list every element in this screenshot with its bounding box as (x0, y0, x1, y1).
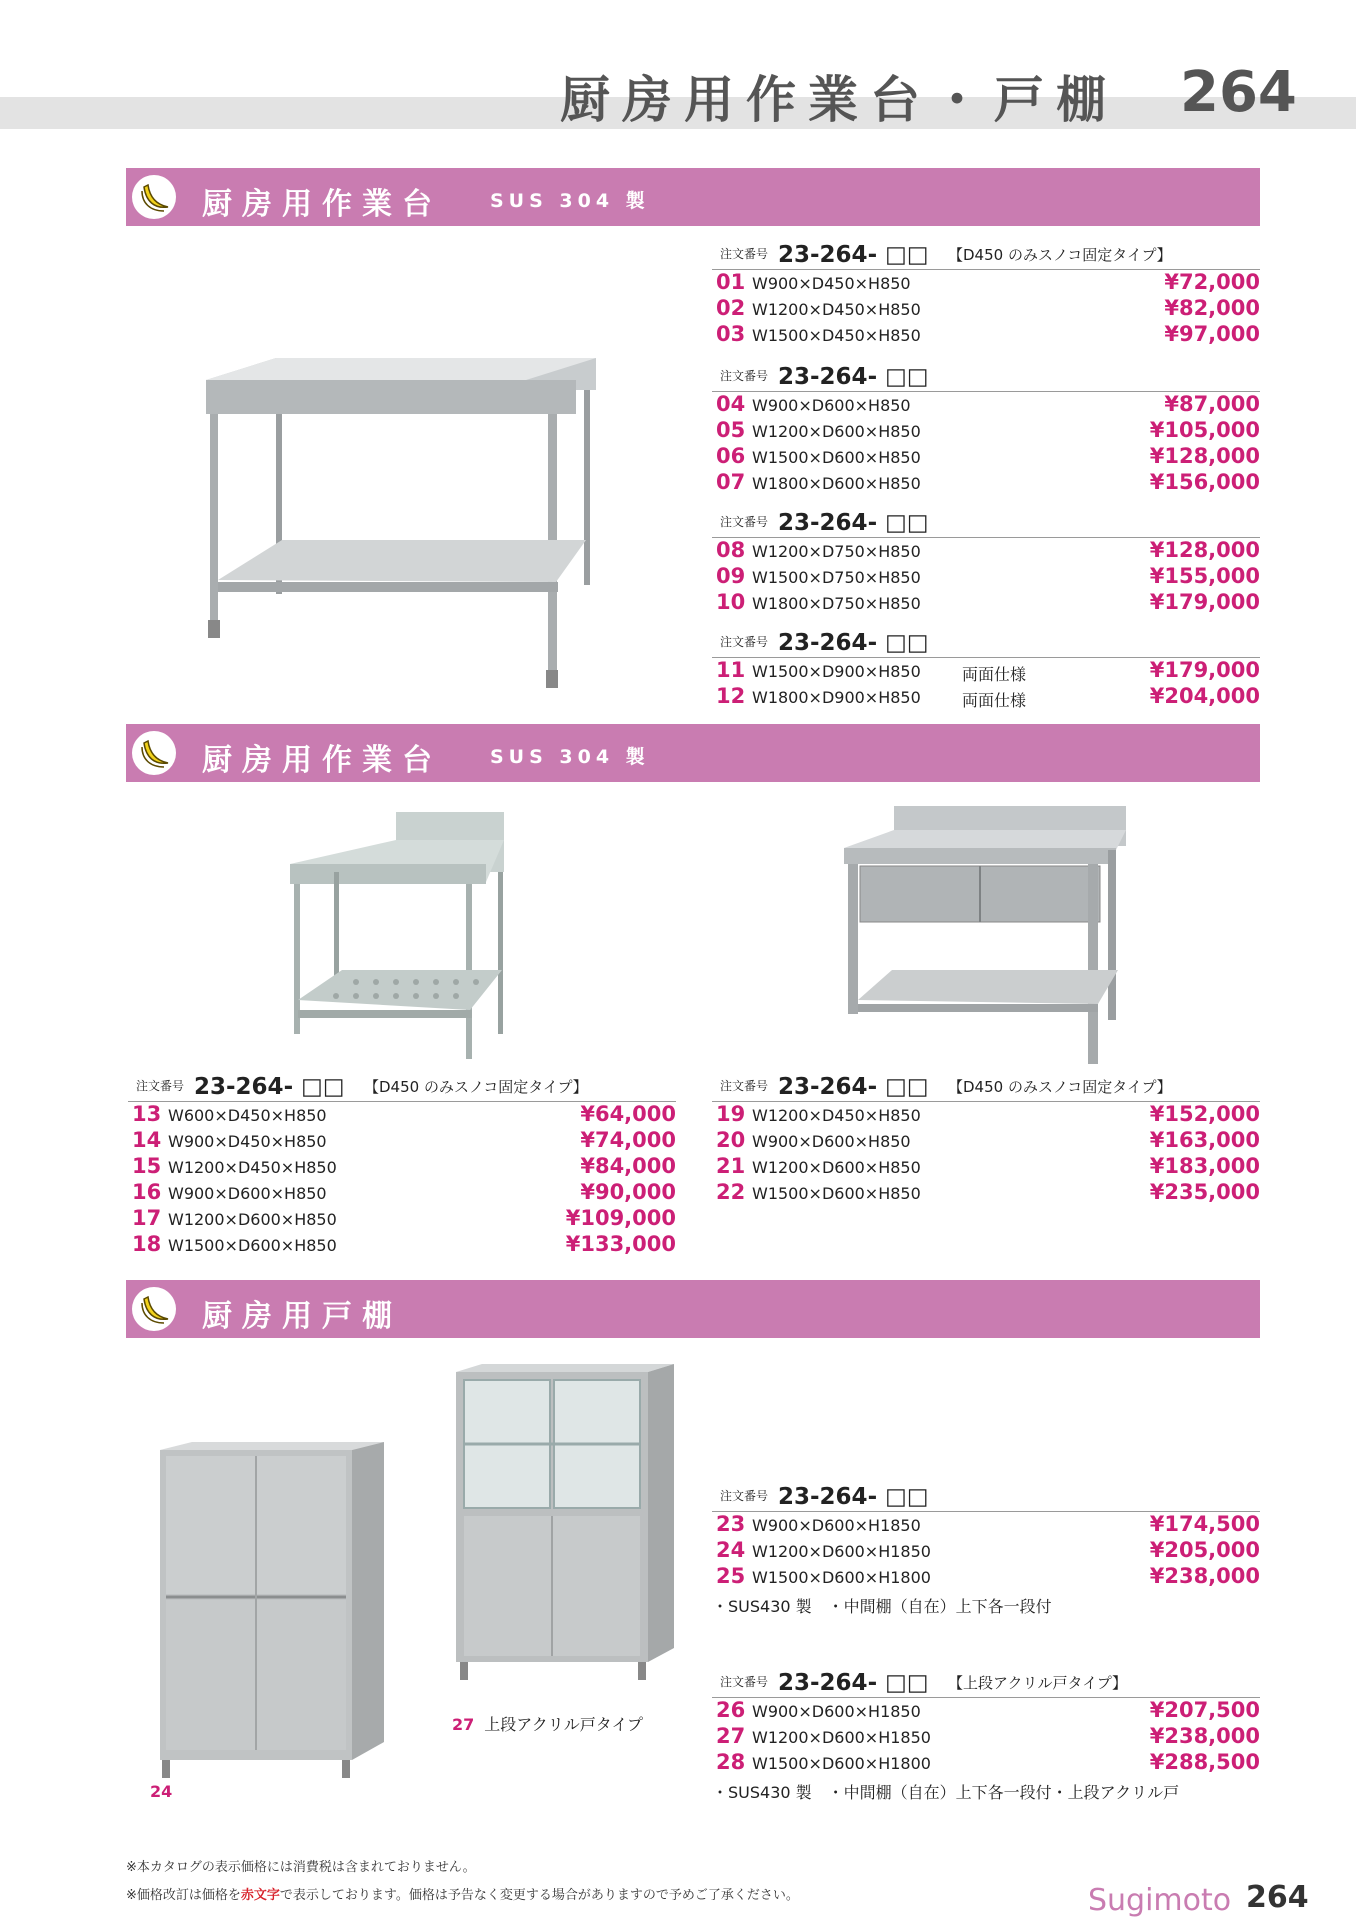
price-row: 27 W1200×D600×H1850 ¥238,000 (716, 1724, 1260, 1748)
price-block-g (712, 1482, 1260, 1616)
price-block-c (712, 508, 1260, 616)
cabinet-acrylic-image (452, 1362, 678, 1682)
price-row: 25 W1500×D600×H1800 ¥238,000 (716, 1564, 1260, 1588)
cabinet-27-caption: 27 上段アクリル戸タイプ (452, 1715, 643, 1734)
price-row: 28 W1500×D600×H1800 ¥288,500 (716, 1750, 1260, 1774)
order-header: 注文番号 23-264- □□ (712, 1482, 1260, 1512)
price-row: 19 W1200×D450×H850 ¥152,000 (716, 1102, 1260, 1126)
price-row: 21 W1200×D600×H850 ¥183,000 (716, 1154, 1260, 1178)
price-row: 13 W600×D450×H850 ¥64,000 (132, 1102, 676, 1126)
price-row: 05 W1200×D600×H850 ¥105,000 (716, 418, 1260, 442)
section-bar-cabinet (126, 1280, 1260, 1338)
section-subtitle: SUS 304 製 (490, 746, 650, 768)
order-header: 注文番号 23-264- □□ (712, 508, 1260, 538)
price-block-e (128, 1072, 676, 1258)
price-block-a (712, 240, 1260, 348)
drawer-table-image (842, 804, 1128, 1064)
footer-tax-note: ※本カタログの表示価格には消費税は含まれておりません。 (126, 1860, 476, 1875)
price-row: 10 W1800×D750×H850 ¥179,000 (716, 590, 1260, 614)
section-bar-worktable (126, 168, 1260, 226)
price-block-d (712, 628, 1260, 710)
section-title: 厨房用作業台 (202, 187, 442, 222)
price-row: 04 W900×D600×H850 ¥87,000 (716, 392, 1260, 416)
price-row: 06 W1500×D600×H850 ¥128,000 (716, 444, 1260, 468)
footer-price-note: ※価格改訂は価格を赤文字で表示しております。価格は予告なく変更する場合がありますので予めご了承ください。 (126, 1888, 799, 1903)
banana-icon (132, 731, 176, 775)
section-subtitle: SUS 304 製 (490, 190, 650, 212)
price-row: 16 W900×D600×H850 ¥90,000 (132, 1180, 676, 1204)
price-row: 01 W900×D450×H850 ¥72,000 (716, 270, 1260, 294)
page-title: 厨房用作業台・戸棚 (560, 71, 1118, 129)
spec-footnote: ・SUS430 製 ・中間棚（自在）上下各一段付・上段アクリル戸 (712, 1783, 1180, 1802)
order-header: 注文番号 23-264- □□ 【D450 のみスノコ固定タイプ】 (128, 1072, 676, 1102)
price-row: 15 W1200×D450×H850 ¥84,000 (132, 1154, 676, 1178)
order-header: 注文番号 23-264- □□ (712, 628, 1260, 658)
section-title: 厨房用作業台 (202, 743, 442, 778)
order-header: 注文番号 23-264- □□ 【上段アクリル戸タイプ】 (712, 1668, 1260, 1698)
price-row: 20 W900×D600×H850 ¥163,000 (716, 1128, 1260, 1152)
price-row: 24 W1200×D600×H1850 ¥205,000 (716, 1538, 1260, 1562)
price-row: 22 W1500×D600×H850 ¥235,000 (716, 1180, 1260, 1204)
work-table-image (196, 350, 606, 690)
brand-logo: Sugimoto (1088, 1883, 1232, 1918)
price-block-h (712, 1668, 1260, 1802)
price-row: 18 W1500×D600×H850 ¥133,000 (132, 1232, 676, 1256)
order-header: 注文番号 23-264- □□ 【D450 のみスノコ固定タイプ】 (712, 1072, 1260, 1102)
price-row: 03 W1500×D450×H850 ¥97,000 (716, 322, 1260, 346)
banana-icon (132, 175, 176, 219)
section-title: 厨房用戸棚 (202, 1299, 402, 1334)
price-row: 23 W900×D600×H1850 ¥174,500 (716, 1512, 1260, 1536)
price-row: 08 W1200×D750×H850 ¥128,000 (716, 538, 1260, 562)
page-number: 264 (1180, 60, 1297, 125)
order-header: 注文番号 23-264- □□ 【D450 のみスノコ固定タイプ】 (712, 240, 1260, 270)
price-row: 09 W1500×D750×H850 ¥155,000 (716, 564, 1260, 588)
price-row: 14 W900×D450×H850 ¥74,000 (132, 1128, 676, 1152)
banana-icon (132, 1287, 176, 1331)
price-row: 11 W1500×D900×H850 両面仕様 ¥179,000 (716, 658, 1260, 684)
order-header: 注文番号 23-264- □□ (712, 362, 1260, 392)
price-row: 26 W900×D600×H1850 ¥207,500 (716, 1698, 1260, 1722)
spec-footnote: ・SUS430 製 ・中間棚（自在）上下各一段付 (712, 1597, 1052, 1616)
price-row: 17 W1200×D600×H850 ¥109,000 (132, 1206, 676, 1230)
price-block-f (712, 1072, 1260, 1206)
section-bar-worktable-backsplash (126, 724, 1260, 782)
backsplash-table-image (286, 810, 516, 1060)
price-row: 12 W1800×D900×H850 両面仕様 ¥204,000 (716, 684, 1260, 710)
page-number-footer: 264 (1246, 1880, 1309, 1915)
cabinet-steel-image (152, 1440, 392, 1780)
price-block-b (712, 362, 1260, 496)
price-row: 07 W1800×D600×H850 ¥156,000 (716, 470, 1260, 494)
price-row: 02 W1200×D450×H850 ¥82,000 (716, 296, 1260, 320)
cabinet-24-caption: 24 (150, 1782, 173, 1801)
